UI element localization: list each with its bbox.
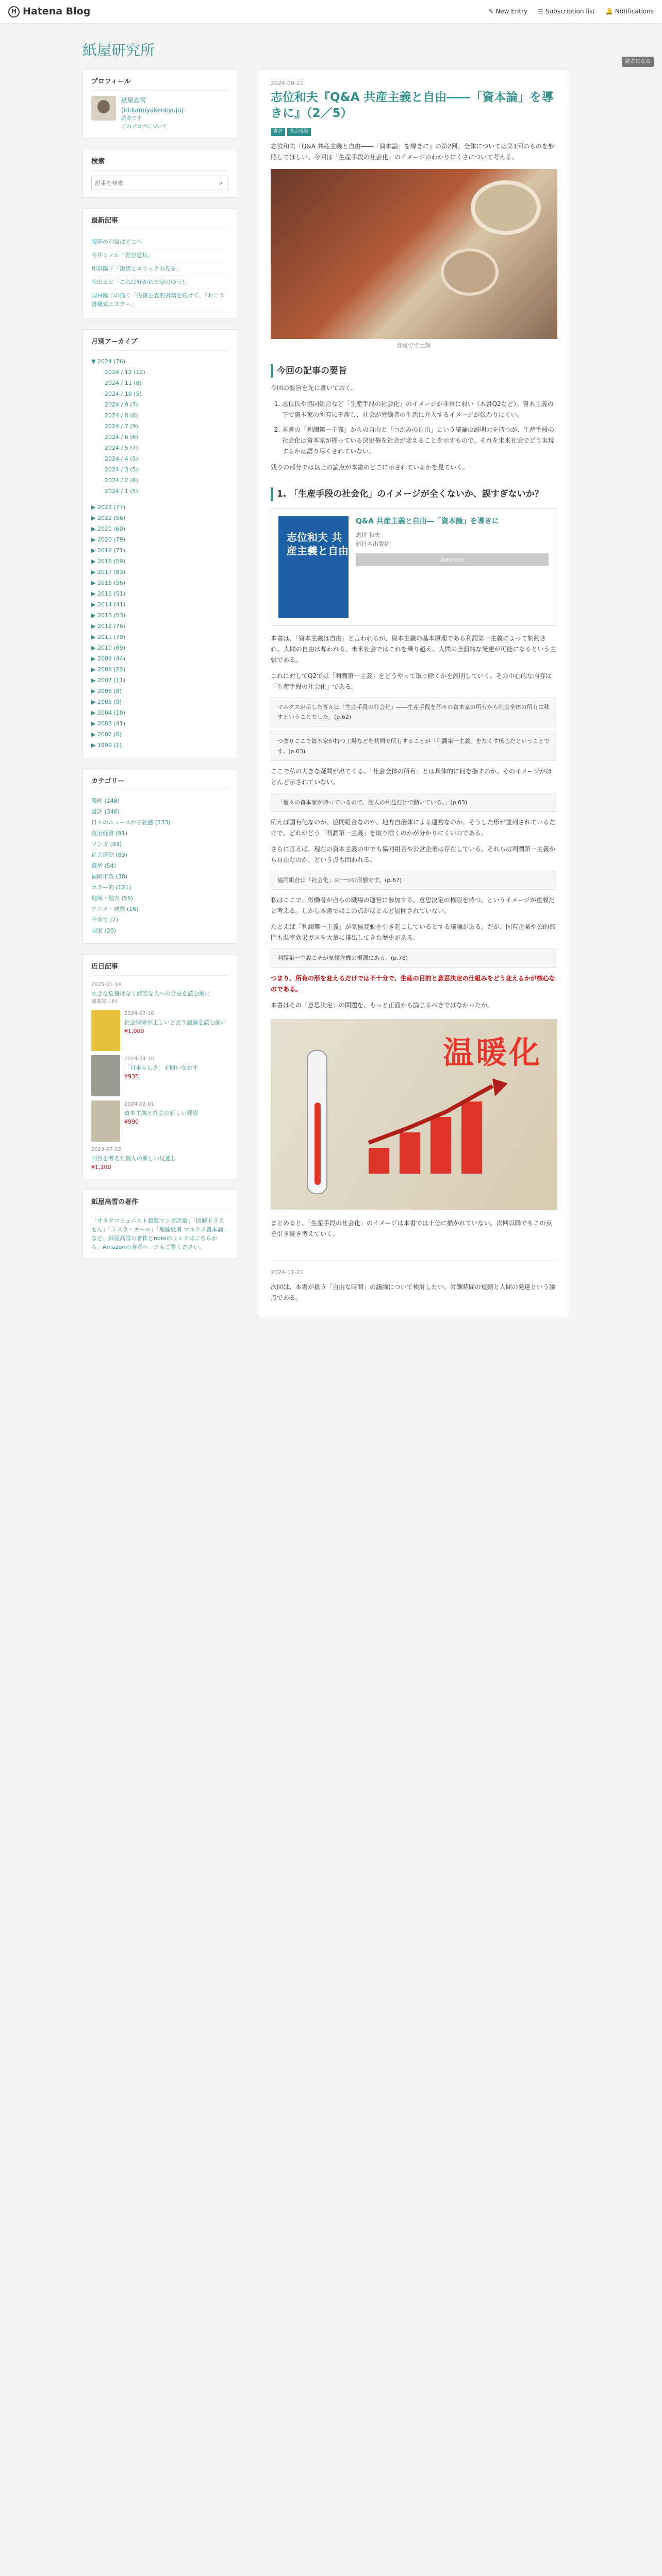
related-date: 2025-01-14 <box>91 982 122 988</box>
new-entry-label: New Entry <box>495 8 528 15</box>
recent-item[interactable]: 和泉陽子「鏡街とエリックの光を」 <box>91 262 228 276</box>
entry-tag[interactable]: 社会運動 <box>287 128 311 136</box>
archive-year[interactable]: ▶ 2020 (79) <box>91 536 126 544</box>
notes-body[interactable]: 「オタクコミュニスト超絶マンガ評論」「図解ドラえもん」「ミスラ・カール」「理論経済 マルクス資本論」など、紙屋高雪の著作とnoteのリンクはこちらから。Amazonの著者ページもご覧ください。 <box>91 1217 226 1251</box>
paragraph: 例えば国有化なのか、協同組合なのか、地方自治体による運営なのか。そうした形が並列されているだけで、どれがどう「利潤第一主義」を取り除くのかが分かりにくいのである。 <box>271 819 556 837</box>
archive-year[interactable]: ▶ 2023 (77) <box>91 504 126 511</box>
archive-year[interactable]: ▶ 2004 (10) <box>91 709 126 717</box>
search-icon[interactable]: ⌕ <box>219 179 223 187</box>
related-book[interactable] <box>91 1100 228 1142</box>
archive-year[interactable]: ▶ 2015 (51) <box>91 590 126 598</box>
categories-module <box>82 769 237 944</box>
quote: 協同組合は「社会化」の一つの形態です。(p.67) <box>271 871 556 890</box>
paragraph: これに対してQ2では「利潤第一主義」をどうやって取り除くかを説明していく。その中心的な内容は「生産手段の社会化」である。 <box>271 672 552 690</box>
recent-heading: 最新記事 <box>91 216 228 230</box>
next-date[interactable]: 2024-11-21 <box>271 1268 304 1276</box>
archive-year[interactable]: ▶ 2005 (9) <box>91 699 122 706</box>
recent-item[interactable]: 今井ミノル「青空道具」 <box>91 249 228 262</box>
archive-year[interactable]: ▶ 2019 (71) <box>91 547 126 554</box>
book-cover[interactable] <box>91 1100 120 1142</box>
recent-item[interactable]: 服屋の利益はどこへ <box>91 235 228 249</box>
archive-year[interactable]: ▶ 2013 (53) <box>91 612 126 619</box>
related-date: 2024-07-10 <box>124 1011 155 1017</box>
category-item[interactable]: 福岡市政 (38) <box>91 873 128 880</box>
archive-year[interactable]: ▶ 2006 (8) <box>91 688 122 695</box>
archive-module <box>82 329 237 758</box>
quote: 利潤第一主義こそが気候危機の根源にある。(p.78) <box>271 948 556 968</box>
book-cover-text: 志位和夫 共産主義と自由 <box>287 531 349 557</box>
archive-year[interactable]: ▶ 2007 (11) <box>91 677 126 684</box>
recent-item[interactable]: 永田カビ「これは好かれた家のゆう!」 <box>91 276 228 289</box>
archive-year[interactable]: ▶ 2002 (6) <box>91 731 122 738</box>
related-title[interactable]: 大きな危機はなく誠実な人への合意を読む前に <box>91 990 210 997</box>
category-item[interactable]: ホラー的 (121) <box>91 884 131 891</box>
related-price: ¥1,100 <box>91 1163 111 1171</box>
category-item[interactable]: 社会運動 (83) <box>91 852 128 859</box>
book-card[interactable] <box>271 509 556 626</box>
category-item[interactable]: 国家 (20) <box>91 927 117 935</box>
points-lead: 今回の要旨を先に書いておく。 <box>271 384 357 392</box>
categories-heading: カテゴリー <box>91 776 228 790</box>
archive-year[interactable]: ▶ 2016 (56) <box>91 580 126 587</box>
notifications-label: Notifications <box>615 8 654 15</box>
notifications-button[interactable] <box>605 7 654 16</box>
archive-year[interactable]: ▶ 2022 (56) <box>91 515 126 522</box>
related-title[interactable]: 資本主義と社会の新しい展望 <box>124 1109 198 1116</box>
archive-year[interactable]: ▶ 2017 (83) <box>91 569 126 576</box>
category-item[interactable]: 書評 (346) <box>91 808 120 816</box>
paragraph: 私はここで、労働者が自らの職場の運営に参加する、意思決定の権限を持つ、というイメージが重要だと考える。しかし本書ではこの点がほとんど展開されていない。 <box>271 896 555 915</box>
entry-tag[interactable]: 書評 <box>271 128 285 136</box>
archive-heading: 月別アーカイブ <box>91 337 228 351</box>
book-publisher: 新日本出版社 <box>356 540 390 547</box>
archive-month[interactable]: 2024 / 6 (6) <box>105 434 138 441</box>
category-item[interactable]: 地域・地方 (55) <box>91 895 134 902</box>
blog-title[interactable]: 紙屋研究所 <box>82 42 155 59</box>
related-date: 2023-07-22 <box>91 1147 122 1153</box>
archive-month[interactable]: 2024 / 5 (7) <box>105 445 138 452</box>
archive-year[interactable]: ▶ 2021 (60) <box>91 526 126 533</box>
image-caption: 食堂でで土鍋 <box>396 342 431 349</box>
point-item: 1. 志位氏や協同組合など「生産手段の社会化」のイメージが非常に弱い（本書Q2など）。資本主義の下で資本家の所有に干渉し、社会が労働者の生活に介入するイメージが伝わりにくい。 <box>282 399 556 420</box>
thermometer-icon <box>307 1050 327 1194</box>
book-cover[interactable] <box>91 1010 120 1051</box>
book-cover[interactable] <box>91 1055 120 1096</box>
archive-year[interactable]: ▶ 2008 (22) <box>91 666 126 673</box>
related-heading: 近日記事 <box>91 962 228 976</box>
archive-month[interactable]: 2024 / 4 (5) <box>105 455 138 463</box>
archive-year[interactable]: ▶ 2010 (69) <box>91 645 126 652</box>
paragraph: 本書は、「資本主義は自由」と言われるが、資本主義の基本原理である利潤第一主義によって制約され、人間の自由は奪われる。未来社会ではこれを乗り越え、人間の全面的な発達が可能になるという主張である。 <box>271 634 556 664</box>
entry-hero-image <box>271 169 557 339</box>
hatena-logo[interactable] <box>8 4 90 19</box>
category-item[interactable]: 漫画 (248) <box>91 798 120 805</box>
points-tail: 残りの部分では以上の論点が本書のどこに示されているかを見ていく。 <box>271 464 469 471</box>
hatena-mark-icon: H <box>8 6 20 18</box>
related-book[interactable] <box>91 1055 228 1096</box>
entry-main <box>258 69 569 1318</box>
avatar[interactable] <box>91 96 116 121</box>
archive-year[interactable]: ▼ 2024 (76) <box>91 358 126 365</box>
section-heading: 1. 「生産手段の社会化」のイメージが全くないか、誤すぎないか？ <box>271 487 556 501</box>
recent-item[interactable]: 国村陽子の描く「投資主義的書籍を続けて、「おこう書籍式エスクー」 <box>91 289 228 311</box>
archive-month[interactable]: 2024 / 11 (8) <box>105 380 142 387</box>
archive-month[interactable]: 2024 / 9 (7) <box>105 401 138 409</box>
search-input[interactable] <box>92 176 213 190</box>
category-item[interactable]: 政治経済 (91) <box>91 830 128 837</box>
profile-module <box>82 69 237 139</box>
notes-heading: 紙屋高雪の著作 <box>91 1197 228 1211</box>
archive-month[interactable]: 2024 / 10 (5) <box>105 391 142 398</box>
amazon-button[interactable]: Amazon <box>356 553 549 566</box>
related-title[interactable]: 内容を考えた個人の新しい見通し <box>91 1155 176 1162</box>
profile-name[interactable]: 紙屋高雪 <box>121 97 146 105</box>
point-item: 2. 本書の「利潤第一主義」からの自由と「つかみの自由」という議論は説明力を持つが、生産手段の社会化は資本家が握っている決定権を社会が変えることを示すもので、それを未来社会でどう実現するかは語り尽くされていない。 <box>282 425 556 457</box>
profile-link-about[interactable]: このブログについて <box>121 124 168 130</box>
paragraph: ここで私の大きな疑問が出てくる。「社会全体の所有」とは具体的に何を指すのか。そのイメージがほとんど示されていない。 <box>271 767 552 786</box>
list-icon: ☰ <box>538 8 543 15</box>
related-book[interactable] <box>91 1010 228 1051</box>
related-module <box>82 954 237 1179</box>
next-entry <box>271 1260 556 1303</box>
related-date: 2024-02-01 <box>124 1101 155 1108</box>
brand-label: Hatena Blog <box>23 5 91 17</box>
book-cover[interactable] <box>278 516 349 618</box>
archive-month[interactable]: 2024 / 1 (5) <box>105 488 138 495</box>
entry-intro: 志位和夫『Q&A 共産主義と自由――「資本論」を導きに』の第2回。全体については第1回のものを参照してほしい。今回は「生産手段の社会化」のイメージのわかりにくさについて考える。 <box>271 143 554 161</box>
subscription-label: Subscription list <box>545 8 595 15</box>
category-item[interactable]: 子育て (7) <box>91 917 119 924</box>
search-module <box>82 149 237 198</box>
archive-year[interactable]: ▶ 2009 (44) <box>91 655 126 663</box>
bell-icon: 🔔 <box>605 8 613 15</box>
book-author: 志位 和夫 <box>356 531 380 538</box>
paragraph: たとえば「利潤第一主義」が気候変動を引き起こしているとする議論がある。だが、国有企業や公的部門も温室効果ガスを大量に排出してきた歴史がある。 <box>271 923 556 942</box>
category-item[interactable]: アニメ・映画 (16) <box>91 906 139 913</box>
recent-module <box>82 208 237 318</box>
archive-month[interactable]: 2024 / 7 (9) <box>105 423 138 430</box>
quote: 「個々の資本家が持っているので、個人の利益だけで動いている。」(p.63) <box>271 793 556 812</box>
archive-year[interactable]: ▶ 2014 (41) <box>91 601 126 608</box>
archive-year[interactable]: ▶ 2018 (59) <box>91 558 126 565</box>
category-item[interactable]: 選挙 (54) <box>91 862 117 870</box>
related-date: 2024-04-10 <box>124 1056 155 1062</box>
book-title[interactable]: Q&A 共産主義と自由―「資本論」を導きに <box>356 517 499 526</box>
search-heading: 検索 <box>91 157 228 171</box>
related-note: 連載第三回 <box>91 998 117 1005</box>
pencil-icon: ✎ <box>488 8 494 15</box>
highlight-paragraph: つまり、所有の形を変えるだけでは不十分で、生産の目的と意思決定の仕組みをどう変えるかが核心なのである。 <box>271 974 555 993</box>
warming-word: 温暖化 <box>443 1035 542 1071</box>
subscribe-button[interactable]: 読者になる <box>622 57 654 67</box>
quote: マルクスが示した答えは「生産手段の社会化」――生産手段を個々の資本家の所有から社会全体の所有に移すということでした。(p.62) <box>271 698 556 727</box>
archive-year[interactable]: ▶ 1999 (1) <box>91 742 122 749</box>
related-title[interactable]: 社会保障が正しいと言う議論を読む前に <box>124 1019 226 1026</box>
blog-title-bar <box>0 24 662 69</box>
archive-year[interactable]: ▶ 2003 (41) <box>91 720 126 727</box>
paragraph: まとめると、「生産手段の社会化」のイメージは本書では十分に描かれていない。次回以降でもこの点を引き続き考えていく。 <box>271 1219 552 1238</box>
sidebar <box>82 69 237 1269</box>
rising-chart-icon <box>358 1076 523 1179</box>
related-price: ¥1,000 <box>124 1027 144 1035</box>
paragraph: 次回は、本書が扱う「自由な時間」の議論について検討したい。労働時間の短縮と人間の発達という論点である。 <box>271 1283 555 1301</box>
new-entry-button[interactable] <box>488 7 527 16</box>
profile-heading: プロフィール <box>91 77 228 91</box>
warming-image <box>271 1019 557 1210</box>
archive-year[interactable]: ▶ 2012 (76) <box>91 623 126 630</box>
related-price: ¥990 <box>124 1118 139 1125</box>
related-title[interactable]: 「日本らしさ」を問いなおす <box>124 1064 198 1071</box>
archive-month[interactable]: 2024 / 12 (12) <box>105 369 145 376</box>
category-item[interactable]: マンガ (93) <box>91 841 122 848</box>
archive-month[interactable]: 2024 / 2 (6) <box>105 477 138 484</box>
paragraph: 本書はその「意思決定」の問題を、もっと正面から論じるべきではなかったか。 <box>271 1001 494 1009</box>
category-item[interactable]: 日々のニュースから雑感 (133) <box>91 819 171 826</box>
quote: つまりここで資本家が持つ工場などを共同で所有することが「利潤第一主義」をなくす核心だということです。(p.63) <box>271 732 556 761</box>
paragraph: さらに言えば、現在の資本主義の中でも協同組合や公営企業は存在している。それらは利潤第一主義から自由なのか、という点も問われる。 <box>271 845 556 864</box>
profile-id[interactable]: (id:kamiyakenkyujo) <box>121 106 184 114</box>
subscription-button[interactable] <box>538 7 595 16</box>
notes-module <box>82 1190 237 1259</box>
archive-year[interactable]: ▶ 2011 (79) <box>91 634 126 641</box>
archive-month[interactable]: 2024 / 8 (6) <box>105 412 138 419</box>
related-price: ¥935 <box>124 1073 139 1080</box>
section-heading: 今回の記事の要旨 <box>271 364 556 378</box>
hatena-header <box>0 0 662 24</box>
entry-title[interactable]: 志位和夫『Q&A 共産主義と自由――「資本論」を導きに』（2／5） <box>271 91 554 121</box>
entry-date[interactable]: 2024-09-21 <box>271 80 304 87</box>
archive-month[interactable]: 2024 / 3 (5) <box>105 466 138 473</box>
profile-link-reader[interactable]: 読者です <box>121 116 142 122</box>
